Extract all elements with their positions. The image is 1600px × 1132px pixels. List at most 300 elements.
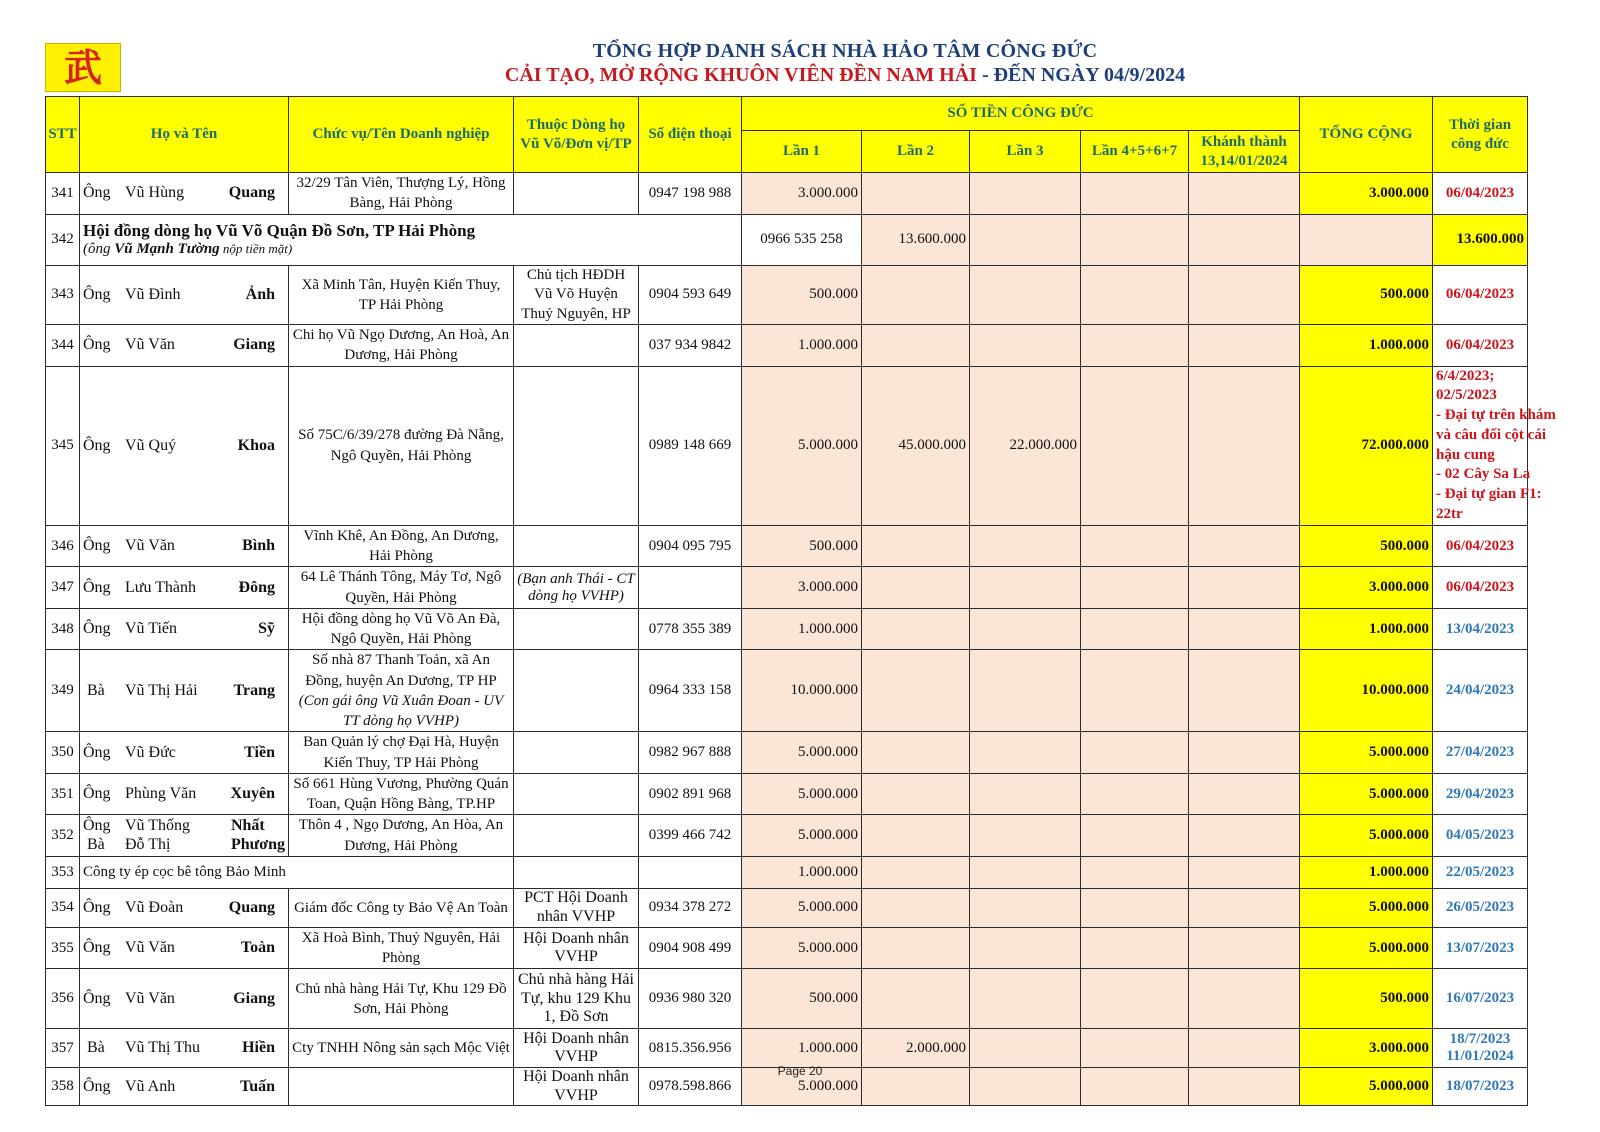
amount-lan2 [862,773,970,815]
donor-phone: 0399 466 742 [639,815,742,857]
amount-khanh-thanh [1189,325,1300,367]
row-stt: 343 [46,265,80,325]
amount-lan1: 3.000.000 [742,567,862,609]
amount-lan4-7 [1081,650,1189,732]
amount-lan4-7 [1081,888,1189,927]
donor-name-wrap [83,620,285,638]
donor-title: Ông [83,285,111,303]
amount-total: 72.000.000 [1300,366,1433,525]
amount-lan2 [862,732,970,774]
date-line: 26/05/2023 [1445,899,1515,916]
amount-khanh-thanh [1189,525,1300,567]
donor-given: Quang [228,184,275,202]
donor-clan [514,856,639,888]
amount-lan1: 500.000 [742,969,862,1029]
amount-lan1: 3.000.000 [742,173,862,215]
row-stt: 344 [46,325,80,367]
donor-name [80,732,289,774]
donor-name [80,325,289,367]
amount-khanh-thanh [1189,773,1300,815]
amount-khanh-thanh [1300,214,1433,265]
donor-org [289,366,514,525]
donor-middle: Vũ Tiến [125,620,178,638]
note-line: hậu cung [1436,446,1495,463]
row-stt: 350 [46,732,80,774]
donor-name [80,815,289,857]
table-row [46,856,1528,888]
amount-khanh-thanh [1189,366,1300,525]
donor-name-wrap [83,1078,285,1096]
table-row [46,969,1528,1029]
date-line: 06/04/2023 [1445,336,1515,353]
donor-title: Ông [83,537,111,555]
donation-date [1433,732,1528,774]
donor-middle: Vũ Đức [125,743,176,761]
donation-date [1433,1029,1528,1068]
donor-middle: Vũ Thị Hải [125,681,198,699]
donor-name-wrap [83,286,285,304]
donor-org [289,525,514,567]
donor-org-text: 32/29 Tân Viên, Thượng Lý, Hồng Bàng, Hải Phòng [296,175,506,212]
donor-company: Công ty ép cọc bê tông Bảo Minh [80,856,514,888]
amount-lan1: 5.000.000 [742,366,862,525]
donor-name-wrap [83,899,285,917]
col-header-time-line1: Thời gian [1448,116,1512,133]
amount-lan2: 45.000.000 [862,366,970,525]
donor-phone: 0778 355 389 [639,608,742,650]
date-line: 06/04/2023 [1445,537,1515,554]
amount-khanh-thanh [1189,927,1300,969]
donor-name-left [83,899,183,917]
donor-org-text: Số nhà 87 Thanh Toản, xã An Đồng, huyện An Dương, TP HP [305,652,497,689]
donor-name-wrap [83,682,285,700]
col-header-lan1: Lần 1 [742,131,862,173]
date-line: 18/7/2023 [1449,1031,1511,1048]
col-header-total: TỔNG CỘNG [1300,97,1433,173]
row-stt: 341 [46,173,80,215]
col-header-khanh-thanh-line2: 13,14/01/2024 [1200,152,1288,169]
donor-name-line2 [83,836,190,854]
amount-total: 5.000.000 [1300,927,1433,969]
amount-lan1: 5.000.000 [742,815,862,857]
row-stt: 353 [46,856,80,888]
col-header-donation-group: SỐ TIỀN CÔNG ĐỨC [742,97,1300,131]
table-row [46,888,1528,927]
donor-given: Ảnh [245,285,275,303]
donor-name-wrap [83,744,285,762]
donor-name-line1 [83,817,190,835]
donor-given: Tuấn [240,1077,275,1095]
donor-name-wrap [83,939,285,957]
col-header-clan: Thuộc Dòng họ Vũ Võ/Đơn vị/TP [514,97,639,173]
table-row [46,366,1528,525]
donor-clan [514,525,639,567]
donor-name-wrap [83,336,285,354]
amount-lan1: 10.000.000 [742,650,862,732]
amount-lan3 [970,1029,1081,1068]
note-person: Vũ Mạnh Tường [114,241,220,257]
donor-phone: 0815.356.956 [639,1029,742,1068]
col-header-khanh-thanh-line1: Khánh thành [1201,133,1287,150]
donor-name [80,173,289,215]
donor-name [80,927,289,969]
amount-lan1: 500.000 [742,525,862,567]
donor-phone: 0936 980 320 [639,969,742,1029]
table-row [46,1029,1528,1068]
donor-title: Ông [83,898,111,916]
note-line: 22tr [1436,506,1463,523]
donor-org [289,265,514,325]
amount-total: 3.000.000 [1300,173,1433,215]
donor-clan [514,1029,639,1068]
amount-lan2 [862,325,970,367]
date-line: 22/05/2023 [1445,863,1515,880]
donor-name [80,525,289,567]
donor-given: Hiền [242,1039,275,1057]
col-header-time [1433,97,1528,173]
amount-lan2 [862,856,970,888]
col-header-lan3: Lần 3 [970,131,1081,173]
row-stt: 347 [46,567,80,609]
donor-given: Giang [233,989,275,1007]
donor-org [289,888,514,927]
amount-lan2 [862,173,970,215]
amount-lan1: 1.000.000 [742,608,862,650]
amount-lan4-7 [1081,927,1189,969]
donor-org-note: (Con gái ông Vũ Xuân Đoan - UV TT dòng họ VVHP) [298,692,504,730]
donor-clan-text: Chủ nhà hàng Hải Tự, khu 129 Khu 1, Đồ Sơn [518,971,634,1026]
amount-lan1: 13.600.000 [862,214,970,265]
amount-total: 5.000.000 [1300,815,1433,857]
amount-lan4-7 [1081,969,1189,1029]
table-row [46,325,1528,367]
donor-org [289,732,514,774]
donor-org [289,1029,514,1068]
row-stt: 357 [46,1029,80,1068]
amount-lan4-7 [1081,732,1189,774]
amount-lan3 [970,856,1081,888]
amount-total: 5.000.000 [1300,773,1433,815]
donor-name-left [83,817,190,854]
donor-org [289,325,514,367]
donor-middle: Vũ Anh [125,1077,176,1095]
donor-org [289,567,514,609]
donation-date [1433,650,1528,732]
amount-lan1: 5.000.000 [742,773,862,815]
subtitle-date: - ĐẾN NGÀY 04/9/2024 [976,64,1186,86]
donor-middle-2: Đỗ Thị [125,835,171,853]
donor-name [80,888,289,927]
row-stt: 356 [46,969,80,1029]
donor-middle: Lưu Thành [125,578,197,596]
donor-name-left [83,990,175,1008]
date-line: 06/04/2023 [1445,286,1515,303]
col-header-lan4-7: Lần 4+5+6+7 [1081,131,1189,173]
donor-given-2: Phương [230,835,285,853]
donor-given: Tiền [244,743,275,761]
table-row [46,567,1528,609]
date-line: 27/04/2023 [1445,744,1515,761]
amount-khanh-thanh [1189,888,1300,927]
amount-lan4-7 [1081,265,1189,325]
donor-phone: 0904 593 649 [639,265,742,325]
donor-title: Ông [83,184,111,202]
table-row [46,265,1528,325]
donor-org-text: Vĩnh Khê, An Đồng, An Dương, Hải Phòng [303,527,499,565]
date-line: 24/04/2023 [1445,682,1515,699]
row-stt: 342 [46,214,80,265]
donation-date [1433,525,1528,567]
amount-khanh-thanh [1189,856,1300,888]
col-header-lan2: Lần 2 [862,131,970,173]
amount-lan3 [970,265,1081,325]
donor-org-name: Hội đồng dòng họ Vũ Võ Quận Đồ Sơn, TP Hải Phòng [83,221,476,240]
donor-phone: 0989 148 669 [639,366,742,525]
amount-total: 3.000.000 [1300,567,1433,609]
amount-lan2 [862,969,970,1029]
donor-clan [514,650,639,732]
amount-total: 13.600.000 [1433,214,1528,265]
note-line: 02/5/2023 [1436,387,1497,404]
donor-title: Bà [87,681,105,699]
page-number: Page 20 [777,1064,823,1078]
amount-khanh-thanh [1189,650,1300,732]
donor-middle: Vũ Thị Thu [125,1039,200,1057]
donation-date [1433,856,1528,888]
donor-middle: Vũ Văn [125,939,175,957]
donor-name-wrap [83,184,285,202]
amount-lan2 [862,608,970,650]
amount-khanh-thanh [1189,815,1300,857]
donor-title: Ông [83,743,111,761]
clan-logo-icon: 武 [45,43,121,92]
table-row [46,173,1528,215]
donor-middle: Vũ Hùng [125,184,185,202]
amount-lan3 [970,608,1081,650]
amount-lan3 [970,773,1081,815]
donor-given: Trang [233,681,275,699]
donor-phone [639,856,742,888]
donor-phone: 0902 891 968 [639,773,742,815]
donor-name-wrap [83,579,285,597]
donor-name-left [83,939,175,957]
amount-total: 1.000.000 [1300,325,1433,367]
amount-total: 10.000.000 [1300,650,1433,732]
donor-table [45,96,1556,1106]
donor-name-left [83,537,175,555]
donation-date [1433,265,1528,325]
row-stt: 354 [46,888,80,927]
donor-org [289,173,514,215]
amount-lan1: 500.000 [742,265,862,325]
amount-lan1: 1.000.000 [742,1029,862,1068]
donor-title: Ông [83,336,111,354]
donor-title: Bà [87,1039,105,1057]
date-line: 29/04/2023 [1445,785,1515,802]
donor-phone: 0966 535 258 [742,214,862,265]
donation-date [1433,773,1528,815]
donor-org-text: 64 Lê Thánh Tông, Máy Tơ, Ngô Quyền, Hải Phòng [300,569,502,606]
amount-khanh-thanh [1189,732,1300,774]
donor-phone: 0978.598.866 [639,1068,742,1106]
row-stt: 358 [46,1068,80,1106]
amount-lan1: 5.000.000 [742,888,862,927]
note-line: - 02 Cây Sa La [1436,466,1531,483]
donor-given: Khoa [237,436,275,454]
donor-clan [514,265,639,325]
note-line: - Đại tự trên khám [1436,407,1556,424]
donor-clan [514,173,639,215]
donor-title: Ông [83,817,111,835]
donor-note [83,241,738,258]
note-prefix: (ông [83,241,115,257]
donor-title: Ông [83,578,111,596]
date-line: 16/07/2023 [1445,990,1515,1007]
date-line: 06/04/2023 [1445,579,1515,596]
donor-org [289,773,514,815]
date-line: 18/07/2023 [1445,1078,1515,1095]
donor-clan [514,366,639,525]
row-stt: 349 [46,650,80,732]
table-row [46,525,1528,567]
donor-clan [514,815,639,857]
note-line: và câu đối cột cái [1436,426,1546,443]
donor-clan-text: Hội Doanh nhân VVHP [523,929,629,966]
donor-name [80,366,289,525]
row-stt: 351 [46,773,80,815]
amount-lan2 [862,650,970,732]
amount-lan3: 22.000.000 [970,366,1081,525]
amount-lan2 [862,567,970,609]
donation-time-note [1433,366,1556,525]
amount-lan2 [862,888,970,927]
donor-org-text: Chi họ Vũ Ngọ Dương, An Hoà, An Dương, Hải Phòng [292,327,510,364]
page-subtitle [0,64,1600,87]
page-title: TỔNG HỢP DANH SÁCH NHÀ HẢO TÂM CÔNG ĐỨC [592,40,1098,62]
col-header-name: Họ và Tên [80,97,289,173]
donor-middle: Vũ Thống [125,817,191,835]
donor-org-text: Xã Minh Tân, Huyện Kiến Thuy, TP Hải Phòng [301,276,501,313]
amount-lan4-7 [1081,1029,1189,1068]
donor-name-left [83,1039,200,1057]
donor-middle: Vũ Văn [125,537,175,555]
col-header-time-line2: công đức [1451,135,1509,152]
donor-clan [514,567,639,609]
amount-lan3 [970,927,1081,969]
donor-middle: Vũ Quý [125,436,177,454]
donor-phone: 0964 333 158 [639,650,742,732]
donor-given: Bình [242,537,275,555]
row-stt: 346 [46,525,80,567]
donor-phone [639,567,742,609]
donor-org-text: Xã Hoà Bình, Thuỷ Nguyên, Hải Phòng [301,929,501,967]
donation-date [1433,815,1528,857]
amount-lan2 [862,525,970,567]
donor-name-left [83,286,181,304]
col-header-khanh-thanh [1189,131,1300,173]
donor-org-text: Hội đồng dòng họ Vũ Võ An Đà, Ngô Quyền, Hải Phòng [301,610,501,648]
amount-lan2 [862,927,970,969]
donor-org [289,650,514,732]
date-line: 04/05/2023 [1445,827,1515,844]
amount-lan1: 5.000.000 [742,1068,862,1106]
amount-lan4-7 [1081,366,1189,525]
donor-given: Toàn [240,939,275,957]
amount-total: 500.000 [1300,525,1433,567]
note-line: 6/4/2023; [1436,367,1495,384]
amount-lan1: 1.000.000 [742,325,862,367]
amount-lan4-7 [1081,567,1189,609]
amount-lan2: 2.000.000 [862,1029,970,1068]
amount-khanh-thanh [1189,567,1300,609]
amount-lan4-7 [1081,325,1189,367]
donor-name [80,608,289,650]
donor-org-text: Giám đốc Công ty Bảo Vệ An Toàn [294,899,508,916]
table-row [46,732,1528,774]
amount-khanh-thanh [1189,265,1300,325]
donor-title: Ông [83,620,111,638]
donation-date [1433,567,1528,609]
donation-date [1433,608,1528,650]
donor-name [80,773,289,815]
donor-middle: Vũ Văn [125,336,175,354]
donor-name-wrap [83,990,285,1008]
donor-middle: Vũ Văn [125,989,175,1007]
date-line: 06/04/2023 [1445,184,1515,201]
donor-name-left [83,744,176,762]
amount-lan3 [970,732,1081,774]
donor-org [289,969,514,1029]
col-header-org: Chức vụ/Tên Doanh nghiệp [289,97,514,173]
donor-phone: 0934 378 272 [639,888,742,927]
donor-phone: 0947 198 988 [639,173,742,215]
amount-lan3 [970,173,1081,215]
donor-clan [514,927,639,969]
donor-clan-text: Chủ tịch HĐDH Vũ Võ Huyện Thuỷ Nguyên, HP [521,266,631,322]
row-stt: 345 [46,366,80,525]
donor-org-text: Chủ nhà hàng Hải Tự, Khu 129 Đồ Sơn, Hải Phòng [295,980,507,1017]
donor-clan [514,969,639,1029]
donor-given: Sỹ [258,620,275,638]
amount-total: 1.000.000 [1300,608,1433,650]
amount-lan1: 5.000.000 [742,927,862,969]
donor-clan-text: Hội Doanh nhân VVHP [523,1068,629,1104]
donor-name-left [83,1078,175,1096]
amount-lan3 [970,650,1081,732]
row-stt: 355 [46,927,80,969]
amount-lan1: 1.000.000 [742,856,862,888]
amount-khanh-thanh [1189,173,1300,215]
amount-total: 5.000.000 [1300,732,1433,774]
donor-given: Quang [228,898,275,916]
amount-total: 1.000.000 [1300,856,1433,888]
amount-lan3 [970,815,1081,857]
donor-org [289,927,514,969]
amount-lan4-7 [1081,815,1189,857]
amount-total: 3.000.000 [1300,1029,1433,1068]
donor-org [289,815,514,857]
amount-lan4-7 [1189,214,1300,265]
donor-org-text: Thôn 4 , Ngọ Dương, An Hòa, An Dương, Hải Phòng [298,817,504,854]
amount-lan2 [862,265,970,325]
donor-name-wrap [83,785,285,803]
donation-date [1433,888,1528,927]
donor-name-wrap [83,437,285,455]
donor-title: Ông [83,785,111,803]
donor-phone: 0904 095 795 [639,525,742,567]
donor-title: Ông [83,1077,111,1095]
donor-org-text: Số 661 Hùng Vương, Phường Quán Toan, Quận Hồng Bàng, TP.HP [293,775,509,813]
